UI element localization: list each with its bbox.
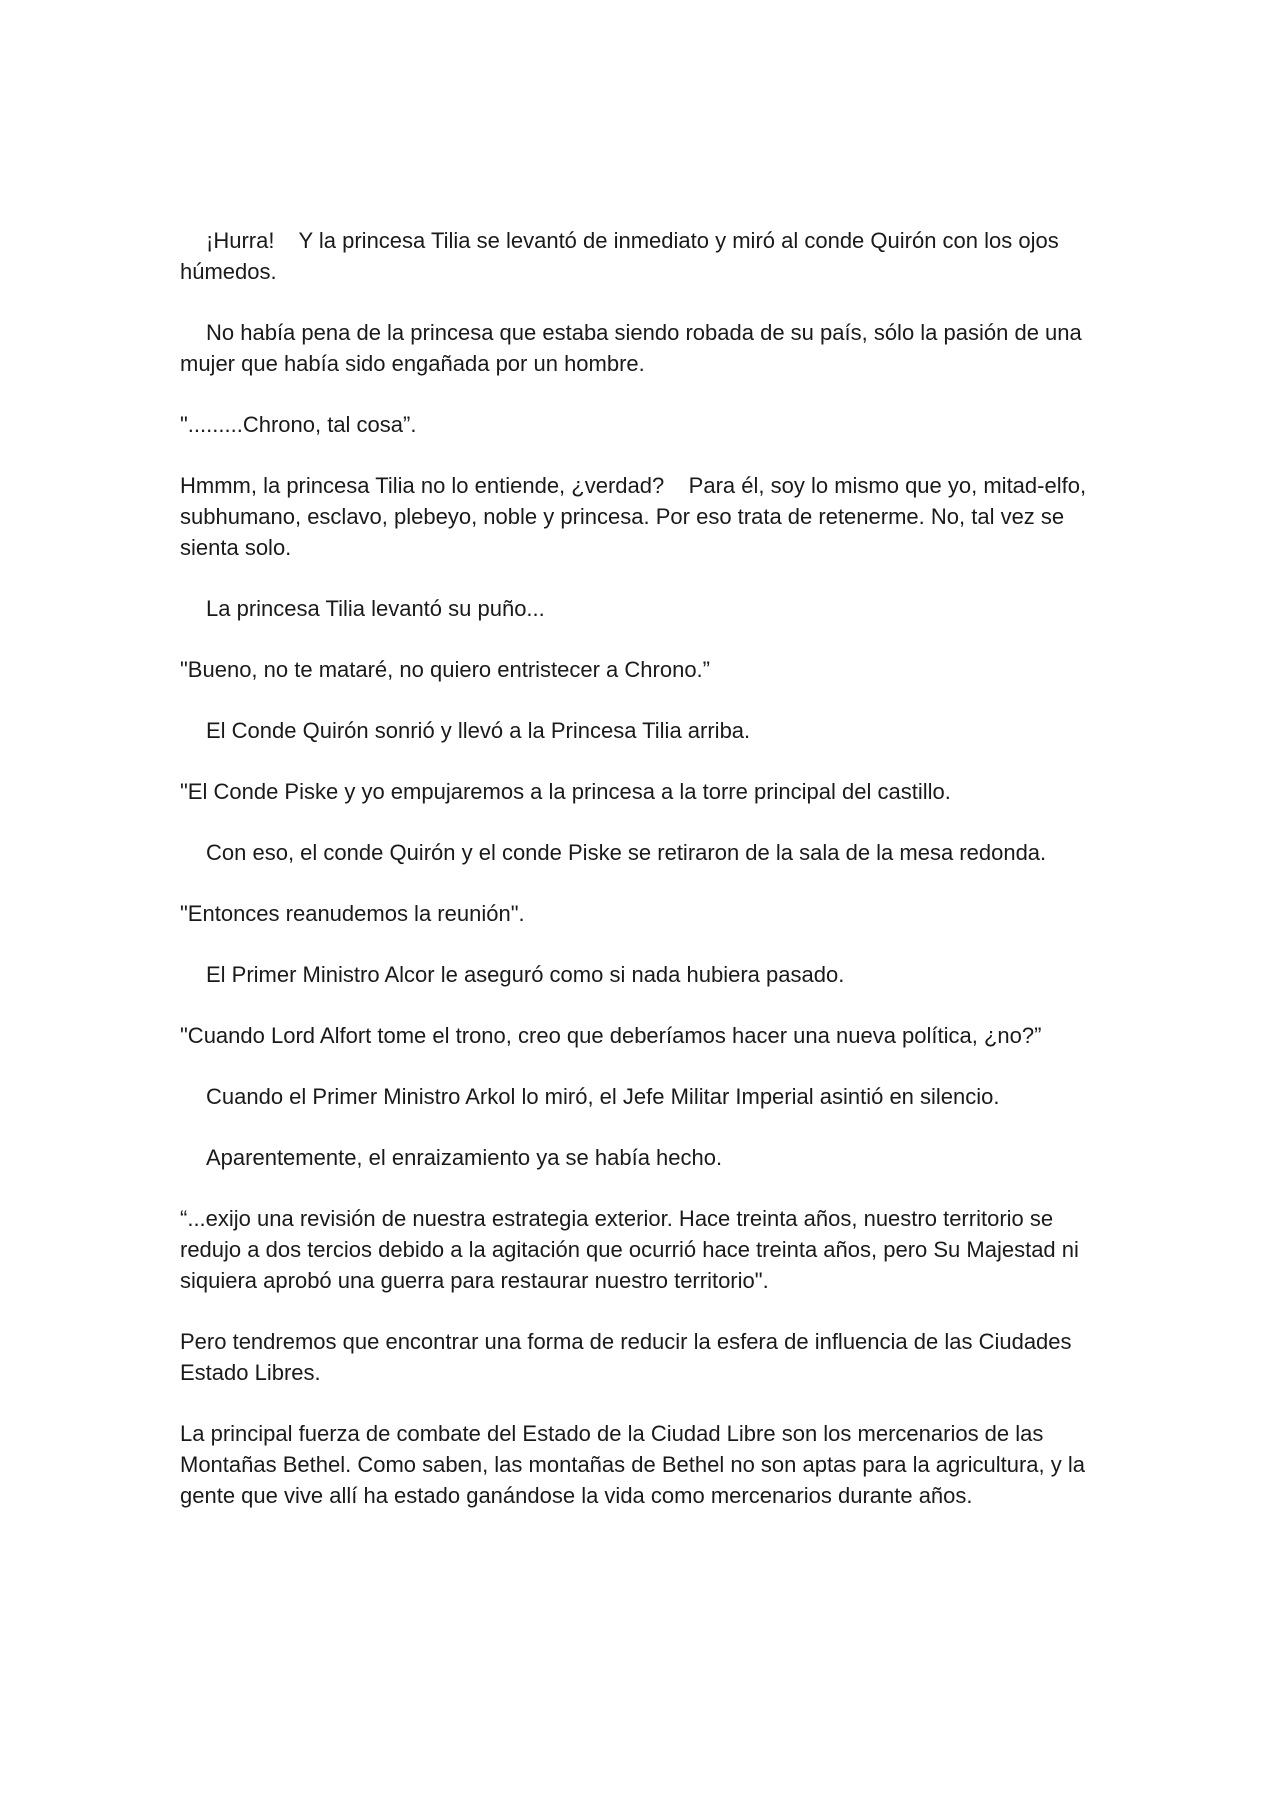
paragraph-5: La princesa Tilia levantó su puño... — [206, 596, 545, 621]
paragraph-9: Con eso, el conde Quirón y el conde Piske se retiraron de la sala de la mesa redonda. — [206, 840, 1047, 865]
paragraph-14: Aparentemente, el enraizamiento ya se había hecho. — [206, 1145, 723, 1170]
document-body — [180, 225, 1115, 1541]
paragraph-1: ¡Hurra! Y la princesa Tilia se levantó de inmediato y miró al conde Quirón con los ojos húmedos. — [180, 228, 1065, 284]
paragraph-6: "Bueno, no te mataré, no quiero entristecer a Chrono.” — [180, 657, 710, 682]
paragraph-2: No había pena de la princesa que estaba siendo robada de su país, sólo la pasión de una mujer que había sido engañada por un hombre. — [180, 320, 1088, 376]
paragraph-7: El Conde Quirón sonrió y llevó a la Princesa Tilia arriba. — [206, 718, 751, 743]
paragraph-3: ".........Chrono, tal cosa”. — [180, 412, 417, 437]
paragraph-8: "El Conde Piske y yo empujaremos a la princesa a la torre principal del castillo. — [180, 779, 951, 804]
paragraph-17: La principal fuerza de combate del Estado de la Ciudad Libre son los mercenarios de las Montañas Bethel. Como saben, las montañas de Bethel no son aptas para la agricultura, y la gente que vive allí ha estado ganándose la vida como mercenarios durante años. — [180, 1421, 1092, 1508]
paragraph-16: Pero tendremos que encontrar una forma de reducir la esfera de influencia de las Ciudades Estado Libres. — [180, 1329, 1078, 1385]
paragraph-15: “...exijo una revisión de nuestra estrategia exterior. Hace treinta años, nuestro territorio se redujo a dos tercios debido a la agitación que ocurrió hace treinta años, pero Su Majestad ni siquiera aprobó una guerra para restaurar nuestro territorio". — [180, 1206, 1086, 1293]
paragraph-4: Hmmm, la princesa Tilia no lo entiende, ¿verdad? Para él, soy lo mismo que yo, mitad-elfo, subhumano, esclavo, plebeyo, noble y princesa. Por eso trata de retenerme. No, tal vez se sienta solo. — [180, 473, 1093, 560]
paragraph-10: "Entonces reanudemos la reunión". — [180, 901, 525, 926]
paragraph-12: "Cuando Lord Alfort tome el trono, creo que deberíamos hacer una nueva política, ¿no?” — [180, 1023, 1042, 1048]
paragraph-11: El Primer Ministro Alcor le aseguró como si nada hubiera pasado. — [206, 962, 845, 987]
paragraph-13: Cuando el Primer Ministro Arkol lo miró, el Jefe Militar Imperial asintió en silencio. — [206, 1084, 1000, 1109]
